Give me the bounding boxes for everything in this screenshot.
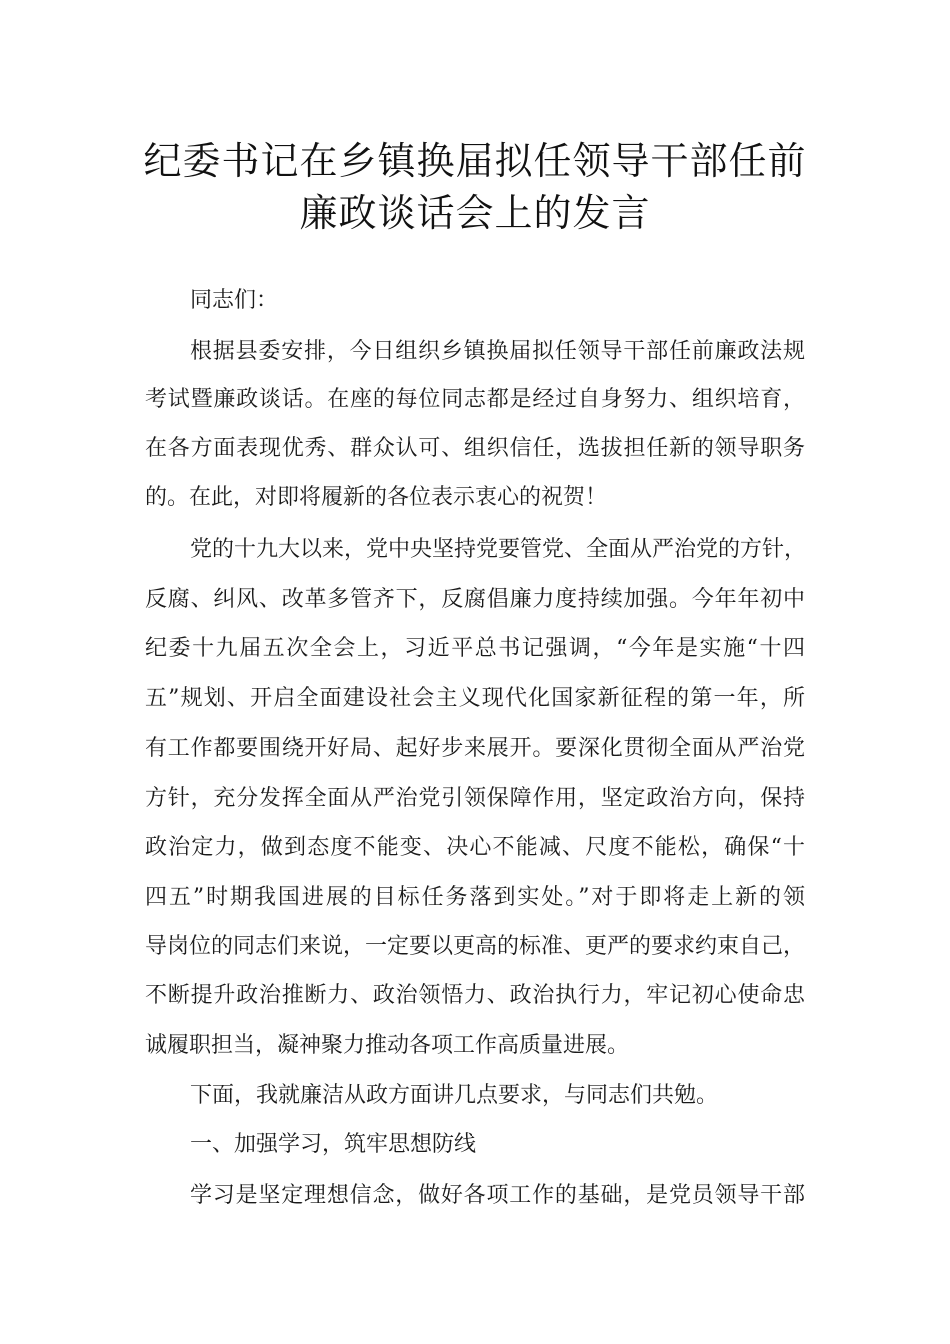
body-line: 根据县委安排，今日组织乡镇换届拟任领导干部任前廉政法规 <box>190 339 805 364</box>
body-line: 的。在此，对即将履新的各位表示衷心的祝贺！ <box>145 485 608 510</box>
body-line: 方针，充分发挥全面从严治党引领保障作用，坚定政治方向，保持 <box>145 786 805 811</box>
body-line: 纪委十九届五次全会上，习近平总书记强调，“今年是实施“十四 <box>145 636 805 661</box>
body-line: 下面，我就廉洁从政方面讲几点要求，与同志们共勉。 <box>190 1083 719 1108</box>
body-line: 四五”时期我国进展的目标任务落到实处。”对于即将走上新的领 <box>145 885 805 910</box>
body-line: 政治定力，做到态度不能变、决心不能减、尺度不能松，确保“十 <box>145 835 805 860</box>
body-line: 考试暨廉政谈话。在座的每位同志都是经过自身努力、组织培育， <box>145 387 805 412</box>
body-line: 诚履职担当，凝神聚力推动各项工作高质量进展。 <box>145 1033 630 1058</box>
body-line: 反腐、纠风、改革多管齐下，反腐倡廉力度持续加强。今年年初中 <box>145 587 805 612</box>
document-title-line-1: 纪委书记在乡镇换届拟任领导干部任前 <box>143 139 807 183</box>
section-heading: 一、加强学习，筑牢思想防线 <box>190 1132 477 1157</box>
body-line: 五”规划、开启全面建设社会主义现代化国家新征程的第一年，所 <box>145 686 805 711</box>
body-line: 党的十九大以来，党中央坚持党要管党、全面从严治党的方针， <box>190 537 807 562</box>
document-title-line-2: 廉政谈话会上的发言 <box>299 191 651 235</box>
body-line: 有工作都要围绕开好局、起好步来展开。要深化贯彻全面从严治党 <box>145 736 805 761</box>
body-line: 学习是坚定理想信念，做好各项工作的基础，是党员领导干部 <box>190 1183 805 1208</box>
body-line: 在各方面表现优秀、群众认可、组织信任，选拔担任新的领导职务 <box>145 436 805 461</box>
body-line: 导岗位的同志们来说，一定要以更高的标准、更严的要求约束自己， <box>145 934 806 959</box>
body-line: 不断提升政治推断力、政治领悟力、政治执行力，牢记初心使命忠 <box>145 983 805 1008</box>
salutation: 同志们： <box>190 288 279 313</box>
